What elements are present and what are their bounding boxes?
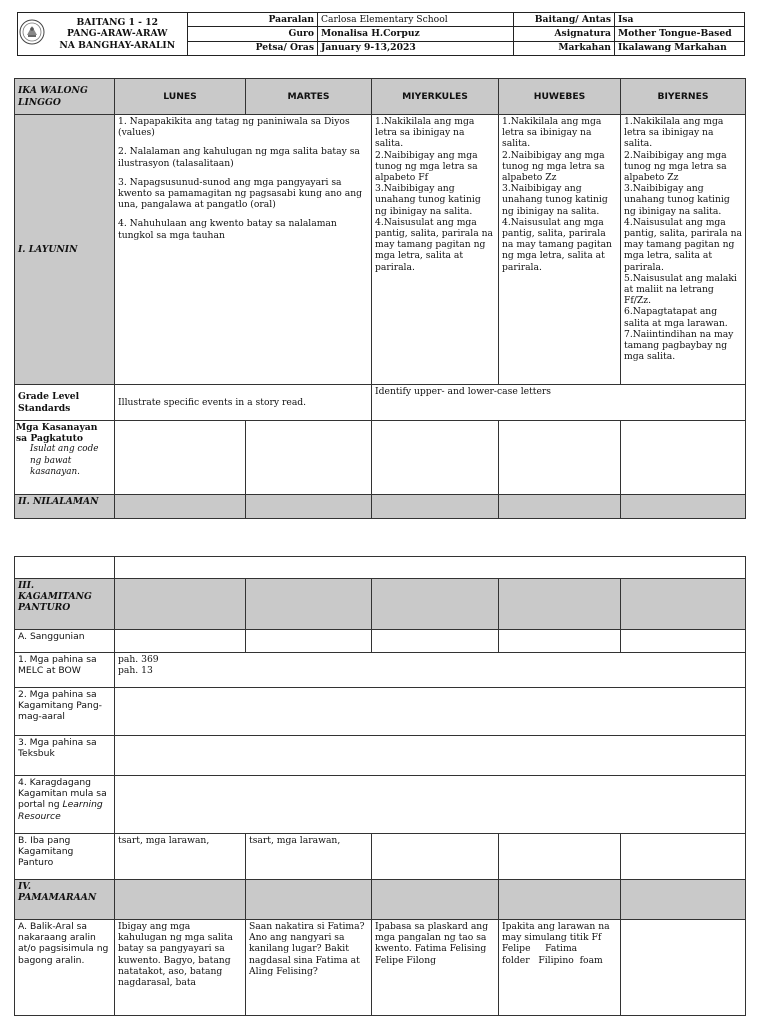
balik-aral-thu-line: Ipakita ang larawan na may simulang titik Ff [502,921,610,944]
layunin-mon-tue [115,115,372,385]
pamamaraan-fri [621,880,746,920]
layunin-item: 1.Nakikilala ang mga letra sa ibinigay na salita. [624,116,724,150]
iba-label: B. Iba pang Kagamitang Panturo [15,834,115,880]
sanggunian-wed [372,630,499,653]
layunin-thu [499,115,621,385]
balik-aral-wed: Ipabasa sa plaskard ang mga pangalan ng tao sa kwento. Fatima Felising Felipe Filong [372,920,499,1016]
standards-mon-tue: Illustrate specific events in a story read. [115,385,372,421]
kagamitan-mon [115,579,246,630]
kasanayan-label-line1: Mga Kasanayan [16,422,98,433]
document-title [48,13,188,56]
layunin-item: 2.Naibibigay ang mga tunog ng mga letra sa alpabeto Zz [624,149,727,184]
nilalaman-row [15,495,746,519]
kagamitan-label: III. KAGAMITANG PANTURO [15,579,115,630]
learning-resource-value [115,776,746,834]
balik-aral-tue: Saan nakatira si Fatima? Ano ang nangyari sa kanilang lugar? Bakit nagdasal sina Fatima at Aling Felising? [246,920,372,1016]
baitang-label: Baitang/ Antas [514,13,615,27]
layunin-item: 6.Napagtatapat ang salita at mga larawan. [624,306,728,329]
kagamitan-fri [621,579,746,630]
kagamitan-row [15,579,746,630]
balik-aral-mon: Ibigay ang mga kahulugan ng mga salita batay sa pangyayari sa kuwento. Bagyo, batang natatakot, aso, batang nagdarasal, bata [115,920,246,1016]
layunin-item: 2.Naibibigay ang mga tunog ng mga letra sa alpabeto Ff [375,149,478,184]
layunin-item: 7.Naiintindihan na may tamang pagbaybay ng mga salita. [624,328,734,363]
day-lunes: LUNES [115,79,246,115]
iba-tue: tsart, mga larawan, [246,834,372,880]
pamamaraan-label: IV. PAMAMARAAN [15,880,115,920]
learning-resource-label [15,776,115,834]
guro-value: Monalisa H.Corpuz [318,27,514,41]
melc-label: 1. Mga pahina sa MELC at BOW [15,653,115,688]
pamamaraan-thu [499,880,621,920]
days-header-row [15,79,746,115]
teksbuk-value [115,736,746,776]
petsa-value: January 9-13,2023 [318,41,514,55]
pamamaraan-tue [246,880,372,920]
kagamitan-thu [499,579,621,630]
balik-aral-thu [499,920,621,1016]
teksbuk-label: 3. Mga pahina sa Teksbuk [15,736,115,776]
sanggunian-fri [621,630,746,653]
standards-row [15,385,746,421]
kasanayan-note: Isulat ang code ng bawat kasanayan. [30,444,99,477]
kasanayan-wed [372,421,499,495]
layunin-item: 5.Naisusulat ang malaki at maliit na letrang Ff/Zz. [624,272,737,307]
nilalaman-wed [372,495,499,519]
standards-wed-fri: Identify upper- and lower-case letters [372,385,746,421]
pang-mag-aaral-row [15,688,746,736]
sanggunian-tue [246,630,372,653]
kasanayan-label-line2: sa Pagkatuto [16,433,83,445]
deped-logo [18,13,48,56]
pamamaraan-mon [115,880,246,920]
layunin-item: 2. Nalalaman ang kahulugan ng mga salita batay sa ilustrasyon (talasalitaan) [118,146,360,169]
petsa-label: Petsa/ Oras [188,41,318,55]
layunin-item: 4. Nahuhulaan ang kwento batay sa nalalaman tungkol sa mga tauhan [118,218,337,241]
paaralan-value: Carlosa Elementary School [318,13,514,27]
layunin-item: 4.Naisusulat ang mga pantig, salita, parirala na may tamang pagitan ng mga letra, salita at parirala. [502,216,612,273]
balik-aral-label: A. Balik-Aral sa nakaraang aralin at/o pagsisimula ng bagong aralin. [15,920,115,1016]
blank-row [15,557,746,579]
melc-row [15,653,746,688]
markahan-value: Ikalawang Markahan [615,41,745,55]
nilalaman-tue [246,495,372,519]
blank-wide-cell [115,557,746,579]
sanggunian-mon [115,630,246,653]
iba-thu [499,834,621,880]
layunin-fri [621,115,746,385]
lr-label-text: 4. Karagdagang Kagamitan mula sa portal ng [18,777,107,811]
guro-label: Guro [188,27,318,41]
pang-mag-aaral-value [115,688,746,736]
learning-resource-row [15,776,746,834]
title-line-1: BAITANG 1 - 12 [76,16,158,28]
layunin-item: 3.Naibibigay ang unahang tunog katinig ng ibinigay na salita. [502,183,608,217]
layunin-wed [372,115,499,385]
title-line-2: PANG-ARAW-ARAW [67,28,168,40]
layunin-label: I. LAYUNIN [15,115,115,385]
iba-wed [372,834,499,880]
layunin-item: 2.Naibibigay ang mga tunog ng mga letra sa alpabeto Zz [502,149,605,184]
teksbuk-row [15,736,746,776]
layunin-item: 3. Napagsusunud-sunod ang mga pangyayari sa kwento sa pamamagitan ng pagsasabi kung ano ang una, pangalawa at pangatlo (oral) [118,176,363,211]
layunin-item: 4.Naisusulat ang mga pantig, salita, parirala na may tamang pagitan ng mga letra, salita at parirala. [624,216,742,273]
pamamaraan-wed [372,880,499,920]
balik-aral-fri [621,920,746,1016]
pamamaraan-row [15,880,746,920]
deped-seal-icon [18,13,46,51]
sanggunian-row [15,630,746,653]
kasanayan-thu [499,421,621,495]
sanggunian-thu [499,630,621,653]
nilalaman-thu [499,495,621,519]
kasanayan-fri [621,421,746,495]
iba-row [15,834,746,880]
kasanayan-tue [246,421,372,495]
balik-aral-row [15,920,746,1016]
melc-value [115,653,746,688]
title-line-3: NA BANGHAY-ARALIN [59,39,176,51]
balik-aral-thu-line: Felipe Fatima [502,943,578,955]
layunin-item: 1. Napapakikita ang tatag ng paniniwala sa Diyos (values) [118,116,350,139]
asignatura-value: Mother Tongue-Based [615,27,745,41]
layunin-item: 4.Naisusulat ang mga pantig, salita, parirala na may tamang pagitan ng mga letra, salita at parirala. [375,216,493,273]
kasanayan-row [15,421,746,495]
kagamitan-wed [372,579,499,630]
lr-label-italic: Learning Resource [18,799,103,822]
day-biyernes: BIYERNES [621,79,746,115]
header-table [17,12,745,56]
melc-page-2: pah. 13 [118,665,153,677]
melc-page-1: pah. 369 [118,654,159,665]
balik-aral-thu-line: folder Filipino foam [502,954,603,966]
sanggunian-label: A. Sanggunian [15,630,115,653]
nilalaman-fri [621,495,746,519]
kasanayan-label [15,421,115,495]
iba-fri [621,834,746,880]
paaralan-label: Paaralan [188,13,318,27]
baitang-value: Isa [615,13,745,27]
kagamitan-tue [246,579,372,630]
layunin-row [15,115,746,385]
pang-mag-aaral-label: 2. Mga pahina sa Kagamitang Pang-mag-aaral [15,688,115,736]
nilalaman-mon [115,495,246,519]
week-label: IKA WALONG LINGGO [15,79,115,115]
asignatura-label: Asignatura [514,27,615,41]
standards-label: Grade Level Standards [15,385,115,421]
lesson-plan-table-2 [14,556,746,1016]
iba-mon: tsart, mga larawan, [115,834,246,880]
layunin-item: 1.Nakikilala ang mga letra sa ibinigay na salita. [375,116,475,150]
layunin-item: 3.Naibibigay ang unahang tunog katinig ng ibinigay na salita. [375,183,481,217]
layunin-item: 1.Nakikilala ang mga letra sa ibinigay na salita. [502,116,602,150]
blank-cell [15,557,115,579]
day-martes: MARTES [246,79,372,115]
day-miyerkules: MIYERKULES [372,79,499,115]
lesson-plan-table-1 [14,78,746,519]
layunin-item: 3.Naibibigay ang unahang tunog katinig ng ibinigay na salita. [624,183,730,217]
markahan-label: Markahan [514,41,615,55]
kasanayan-mon [115,421,246,495]
day-huwebes: HUWEBES [499,79,621,115]
nilalaman-label: II. NILALAMAN [15,495,115,519]
